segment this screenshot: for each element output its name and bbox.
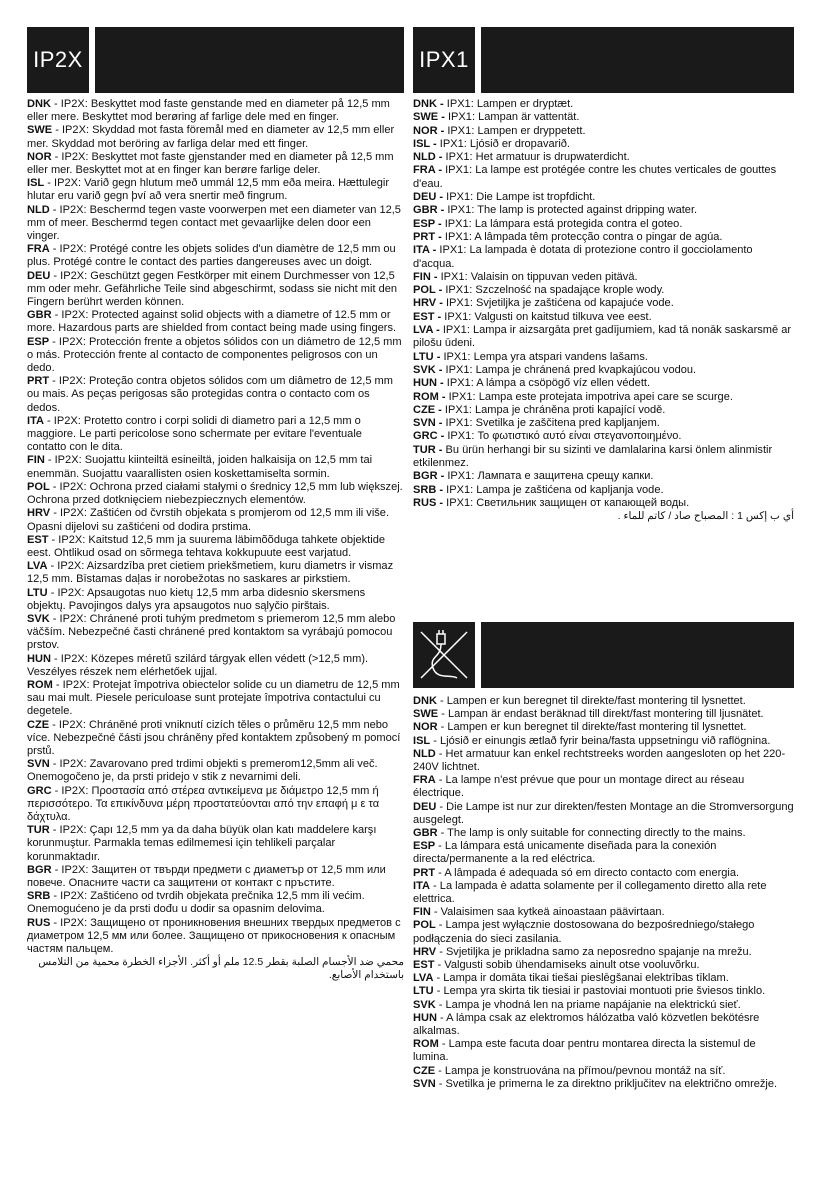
language-code: POL [413, 919, 436, 932]
entry-text: IPX1: Το φωτιστικό αυτό είναι στεγανοποιημένο. [444, 430, 682, 443]
language-code: ROM [27, 678, 53, 691]
language-entry [413, 1078, 794, 1091]
language-code: GBR [413, 827, 438, 840]
entry-text: - IP2X: Protected against solid objects with a diametre of 12.5 mm or more. Hazardous parts are shielded from contact being made using fingers. [27, 309, 397, 335]
entry-text: - A lámpa csak az elektromos hálózatba való közvetlen bekötésre alkalmas. [413, 1011, 760, 1038]
ipx1-header [413, 27, 794, 93]
entry-text: - Valgusti sobib ühendamiseks ainult otse vooluvõrku. [434, 959, 700, 972]
entry-text: IPX1: Lampen er dryptæt. [443, 98, 574, 110]
language-entry [27, 864, 404, 890]
language-entry [27, 204, 404, 244]
entry-text: - IP2X: Zaštićen od čvrstih objekata s promjerom od 12,5 mm ili više. Opasni dijelovi su zaštićeni od dodira prstima. [27, 507, 390, 533]
language-entry [27, 454, 404, 480]
language-entry [413, 391, 794, 404]
entry-text: - La lámpara está unicamente diseñada para la conexión directa/permanente a la red eléctrica. [413, 840, 717, 866]
language-entry [27, 560, 404, 586]
language-code: HUN - [413, 377, 444, 390]
entry-text: IPX1: La lampe est protégée contre les chutes verticales de gouttes d'eau. [413, 164, 777, 190]
entry-text: - IP2X: Beskyttet mot faste gjenstander med en diameter på 12,5 mm eller mer. Beskyttet mot at en finger kan berøre farlige deler. [27, 150, 394, 177]
entry-text: IPX1: Svetilka je zaščitena pred kapljanjem. [442, 417, 660, 430]
header-bar [481, 27, 794, 93]
language-entry [27, 534, 404, 560]
entry-text: - IP2X: Kaitstud 12,5 mm ja suurema läbimõõduga tahkete objektide eest. Ohtlikud osad on sõrmega tehtava kokkupuute eest varjatud. [27, 533, 385, 559]
language-code: ISL [413, 734, 431, 747]
entry-text: - Lampen er kun beregnet til direkte/fast montering til lysnettet. [437, 721, 747, 734]
entry-text: IPX1: Valaisin on tippuvan veden pitävä. [437, 270, 638, 283]
language-code: LVA - [413, 324, 440, 337]
language-entry [413, 98, 794, 111]
entry-text: - IP2X: Beskyttet mod faste genstande med en diameter på 12,5 mm eller mere. Beskyttet mod berøring af farlige dele med en finger. [27, 98, 390, 124]
language-code: SRB - [413, 483, 444, 496]
entry-text: - IP2X: Geschützt gegen Festkörper mit einem Durchmesser von 12,5 mm oder mehr. Gefährliche Teile sind abgeschirmt, sodass sie nicht mit den Fingern berührt werden können. [27, 269, 398, 309]
ipx1-arabic: أي ب إكس 1 : المصباح صاد / كاتم للماء . [617, 510, 794, 523]
language-entry [413, 151, 794, 164]
language-entry [413, 164, 794, 191]
language-code: ROM - [413, 390, 446, 403]
language-entry [27, 679, 404, 719]
language-code: ESP [413, 840, 436, 853]
language-code: DEU [413, 800, 437, 813]
entry-text: IPX1: Het armatuur is drupwaterdicht. [442, 151, 630, 164]
language-code: PRT [27, 375, 50, 388]
language-code: SVK [413, 998, 436, 1011]
language-entry [413, 946, 794, 959]
language-entry [27, 336, 404, 376]
language-code: HUN [27, 652, 51, 665]
language-entry [413, 959, 794, 972]
language-entry [413, 324, 794, 351]
entry-text: - IP2X: Ochrona przed ciałami stałymi o średnicy 12,5 mm lub większej. Ochrona przed dotknięciem niebezpiecznych elementów. [27, 480, 403, 507]
language-code: SVK - [413, 363, 443, 376]
entry-text: - IP2X: Suojattu kiinteiltä esineiltä, joiden halkaisija on 12,5 mm tai enemmän. Suojattu vaarallisten osien koskettamiselta sormin. [27, 454, 373, 480]
language-entry [27, 613, 404, 653]
language-code: DNK [413, 695, 437, 707]
language-code: GRC [27, 784, 52, 797]
language-entry [27, 375, 404, 415]
language-entry [413, 125, 794, 138]
language-code: BGR [27, 863, 52, 876]
entry-text: - IP2X: Zavarovano pred trdimi objekti s premerom12,5mm ali več. Onemogočeno je, da prsti pridejo v stik z nevarnimi deli. [27, 758, 378, 784]
language-entry [413, 377, 794, 390]
language-code: NLD [27, 203, 50, 216]
language-code: FIN [413, 906, 431, 919]
entry-text: - Svjetiljka je prikladna samo za neposredno spajanje na mrežu. [436, 945, 752, 958]
entry-text: - IP2X: Protégé contre les objets solides d'un diamètre de 12,5 mm ou plus. Protégé contre le contact des parties dangereuses avec un doigt. [27, 243, 396, 269]
language-code: FIN [27, 454, 45, 467]
language-code: LVA [413, 972, 434, 985]
language-code: SWE [27, 124, 53, 137]
language-entry [413, 351, 794, 364]
entry-text: - A lâmpada é adequada só em directo contacto com energia. [435, 866, 740, 879]
entry-text: - Lampa ir domāta tikai tiešai pieslēgšanai elektrības tīklam. [433, 972, 729, 985]
entry-text: - Die Lampe ist nur zur direkten/festen Montage an die Stromversorgung ausgelegt. [413, 800, 794, 826]
entry-text: - Svetilka je primerna le za direktno priključitev na električno omrežje. [435, 1077, 778, 1090]
ipx1-entries [413, 98, 794, 510]
entry-text: - IP2X: Beschermd tegen vaste voorwerpen met een diameter van 12,5 mm of meer. Beschermd tegen contact met gevaarlijke delen door een vinger. [27, 203, 401, 243]
no-plug-icon-box [413, 622, 475, 688]
language-code: ITA - [413, 244, 437, 257]
entry-text: IPX1: Светильник защищен от капающей воды. [443, 496, 690, 509]
language-code: SWE [413, 708, 439, 721]
language-entry [413, 404, 794, 417]
entry-text: - Lampa jest wyłącznie dostosowana do bezpośredniego/stałego podłączenia do sieci zasilania. [413, 919, 755, 945]
language-code: HRV [413, 945, 437, 958]
language-code: LTU [27, 586, 48, 599]
language-entry [413, 919, 794, 945]
entry-text: - Lampen er kun beregnet til direkte/fast montering til lysnettet. [436, 695, 746, 707]
language-code: LTU - [413, 350, 441, 363]
entry-text: - IP2X: Protetto contro i corpi solidi di diametro pari a 12,5 mm o maggiore. Le parti pericolose sono schermate per evitare l'eventuale contatto con le dita. [27, 414, 362, 454]
entry-text: - The lamp is only suitable for connecting directly to the mains. [437, 827, 746, 840]
language-entry [413, 111, 794, 124]
entry-text: - IP2X: Aizsardzība pret cietiem priekšmetiem, kuru diametrs ir vismaz 12,5 mm. Bīstamas daļas ir norobežotas no saskares ar pirkstiem. [27, 560, 394, 586]
language-code: ESP [27, 335, 50, 348]
language-entry [27, 719, 404, 759]
language-entry [413, 297, 794, 310]
entry-text: IPX1: Ljósið er dropavarið. [436, 137, 570, 150]
entry-text: Bu ürün herhangi bir su sizinti ve damlalarina karsi önlem alinmistir etkilenmez. [413, 443, 773, 470]
language-entry [27, 481, 404, 507]
entry-text: IPX1: Die Lampe ist tropfdicht. [443, 191, 596, 204]
language-entry [413, 867, 794, 880]
entry-text: - La lampada è adatta solamente per il collegamento diretto alla rete elettrica. [413, 879, 767, 906]
entry-text: IPX1: A lámpa a csöpögő víz ellen védett. [443, 377, 651, 390]
language-entry [27, 653, 404, 679]
entry-text: - IP2X: Protección frente a objetos sólidos con un diámetro de 12,5 mm o más. Protección frente al contacto de componentes peligrosos con un dedo. [27, 335, 402, 375]
language-entry [413, 497, 794, 510]
entry-text: - IP2X: Protejat împotriva obiectelor solide cu un diametru de 12,5 mm sau mai mult. Piesele periculoase sunt protejate împotriva contactului cu degetele. [27, 678, 400, 718]
language-code: LVA [27, 560, 48, 573]
language-entry [413, 191, 794, 204]
entry-text: IPX1: Lampan är vattentät. [444, 111, 580, 124]
language-entry [413, 470, 794, 483]
entry-text: IPX1: Lampa este protejata impotriva apei care se scurge. [445, 390, 733, 403]
language-code: ITA [413, 879, 430, 892]
language-entry [413, 138, 794, 151]
language-code: NOR [27, 150, 52, 163]
entry-text: - Valaisimen saa kytkeä ainoastaan päävirtaan. [430, 906, 665, 919]
ip2x-column [27, 27, 404, 982]
language-entry [413, 840, 794, 866]
entry-text: IPX1: Valgusti on kaitstud tilkuva vee eest. [441, 310, 652, 323]
language-code: DNK [27, 98, 51, 110]
entry-text: IPX1: La lampada è dotata di protezione contro il gocciolamento d'acqua. [413, 244, 753, 270]
entry-text: IPX1: La lámpara está protegida contra el goteo. [441, 217, 683, 230]
language-code: EST [27, 533, 49, 546]
language-code: GBR [27, 309, 52, 322]
no-plug-entries [413, 695, 794, 1091]
language-code: FRA [27, 243, 50, 256]
entry-text: IPX1: Lampen er dryppetett. [444, 124, 586, 137]
entry-text: - IP2X: Chránené proti tuhým predmetom s priemerom 12,5 mm alebo väčším. Nebezpečné časti chránené pred kontaktom sa vyrábajú pomocou prstov. [27, 612, 396, 652]
language-entry [27, 587, 404, 613]
language-entry [413, 735, 794, 748]
language-entry [27, 243, 404, 269]
language-code: EST [413, 959, 435, 972]
language-entry [27, 507, 404, 533]
entry-text: - Lampa je vhodná len na priame napájanie na elektrickú sieť. [435, 998, 741, 1011]
entry-text: - IP2X: Skyddad mot fasta föremål med en diameter av 12,5 mm eller mer. Skyddad mot beröring av farliga delar med ett finger. [27, 124, 395, 150]
language-entry [413, 721, 794, 734]
language-entry [413, 708, 794, 721]
language-code: NOR [413, 721, 438, 734]
language-entry [413, 204, 794, 217]
language-code: HRV - [413, 297, 443, 310]
entry-text: IPX1: Lampa ir aizsargāta pret gadījumiem, kad tā nonāk saskarsmē ar pilošu ūdeni. [413, 324, 792, 350]
language-code: ESP - [413, 217, 442, 230]
language-entry [413, 218, 794, 231]
language-entry [27, 98, 404, 124]
language-code: SVN - [413, 417, 443, 430]
language-code: ISL [27, 177, 45, 190]
language-code: DEU [27, 269, 51, 282]
language-entry [413, 999, 794, 1012]
entry-text: - Lampa je konstruována na přímou/pevnou montáž na síť. [435, 1064, 726, 1077]
entry-text: - IP2X: Προστασία από στέρεα αντικείμενα με διάμετρο 12,5 mm ή περισσότερο. Τα επικίνδυνα μέρη προστατεύονται από την επαφή μ ε τα δάχτυλα. [27, 784, 380, 823]
entry-text: - IP2X: Защитен от твърди предмети с диаметър от 12,5 mm или повече. Опаснитe части са защитени от контакт с пръстите. [27, 863, 386, 889]
language-code: GRC - [413, 430, 445, 443]
entry-text: - Lempa yra skirta tik tiesiai ir pastoviai montuoti prie šviesos tinklo. [433, 985, 766, 998]
language-entry [27, 890, 404, 916]
language-code: SVK [27, 612, 50, 625]
header-bar [481, 622, 794, 688]
entry-text: - Lampa este facuta doar pentru montarea directa la sistemul de lumina. [413, 1038, 756, 1064]
entry-text: - Ljósið er einungis ætlað fyrir beina/fasta uppsetningu við raflögnina. [430, 734, 771, 747]
language-entry [27, 124, 404, 150]
language-code: SWE - [413, 111, 445, 124]
entry-text: - Lampan är endast beräknad till direkt/fast montering till ljusnätet. [438, 708, 764, 721]
language-code: NOR - [413, 124, 445, 137]
entry-text: IPX1: Lempa yra atspari vandens lašams. [440, 350, 648, 363]
language-code: RUS - [413, 496, 444, 509]
language-entry [413, 271, 794, 284]
language-entry [27, 824, 404, 864]
language-code: POL [27, 480, 50, 493]
language-code: FRA [413, 774, 436, 787]
no-plug-icon [417, 628, 471, 682]
language-code: ISL - [413, 137, 437, 150]
language-entry [413, 801, 794, 827]
header-bar [95, 27, 404, 93]
language-entry [413, 774, 794, 800]
entry-text: - IP2X: Varið gegn hlutum með ummál 12,5 mm eða meira. Hættulegir hlutar eru varið gegn því að vera snertir með fingrum. [27, 177, 390, 203]
language-entry [413, 244, 794, 271]
language-entry [413, 906, 794, 919]
entry-text: IPX1: A lâmpada têm protecção contra o pingar de agúa. [441, 230, 723, 243]
language-code: CZE [413, 1064, 436, 1077]
ip2x-header [27, 27, 404, 93]
language-code: NLD - [413, 151, 443, 164]
entry-text: IPX1: Svjetiljka je zaštićena od kapajuće vode. [442, 297, 674, 310]
language-code: ITA [27, 414, 44, 427]
language-entry [413, 985, 794, 998]
language-entry [413, 1065, 794, 1078]
entry-text: - IP2X: Защищено от проникновения внешних твердых предметов с диаметром 12,5 мм или более. Защищено от прикосновения к опасным частям пальцем. [27, 916, 401, 955]
ipx1-tag: IPX1 [413, 27, 475, 93]
language-entry [27, 785, 404, 825]
entry-text: - Het armatuur kan enkel rechtstreeks worden aangesloten op het 220-240V lichtnet. [413, 747, 786, 774]
language-code: SVN [413, 1077, 436, 1090]
language-code: LTU [413, 985, 434, 998]
entry-text: - IP2X: Apsaugotas nuo kietų 12,5 mm arba didesnio skersmens objektų. Pavojingos dalys yra apsaugotos nuo sąlyčio pirštais. [27, 586, 366, 612]
entry-text: IPX1: Lampa je chránená pred kvapkajúcou vodou. [442, 363, 697, 376]
language-entry [413, 284, 794, 297]
language-entry [413, 417, 794, 430]
entry-text: - IP2X: Közepes méretű szilárd tárgyak ellen védett (>12,5 mm). Veszélyes részek nem elérhetőek ujjal. [27, 652, 369, 678]
language-entry [413, 430, 794, 443]
ip2x-entries [27, 98, 404, 956]
language-code: DEU - [413, 191, 444, 204]
language-code: SRB [27, 890, 51, 903]
no-plug-header [413, 622, 794, 688]
language-entry [413, 972, 794, 985]
entry-text: - IP2X: Chráněné proti vniknutí cizích těles o průměru 12,5 mm nebo více. Nebezpečné části jsou chráněny před kontaktem způsobený m pomocí prstů. [27, 718, 401, 757]
language-entry [27, 309, 404, 335]
language-entry [413, 484, 794, 497]
language-entry [413, 1012, 794, 1038]
language-code: SVN [27, 758, 50, 771]
ipx1-column [413, 27, 794, 1090]
language-entry [413, 827, 794, 840]
language-code: EST - [413, 310, 442, 323]
language-code: DNK - [413, 98, 444, 110]
language-code: POL - [413, 284, 443, 297]
entry-text: - IP2X: Zaštićeno od tvrdih objekata prečnika 12,5 mm ili većim. Onemogućeno je da prsti dođu u dodir sa opasnim delovima. [27, 890, 365, 916]
entry-text: IPX1: Szczelność na spadające krople wody. [442, 284, 665, 297]
ip2x-tag: IP2X [27, 27, 89, 93]
language-code: FRA - [413, 164, 443, 177]
language-entry [413, 748, 794, 774]
language-code: PRT - [413, 230, 442, 243]
entry-text: IPX1: Lampa je chráněna proti kapající vodě. [441, 403, 666, 416]
language-entry [27, 270, 404, 310]
language-code: ROM [413, 1038, 439, 1051]
language-entry [27, 151, 404, 177]
entry-text: - IP2X: Proteção contra objetos sólidos com um diâmetro de 12,5 mm ou mais. As peças perigosas são protegidas contra o contacto com os dedos. [27, 375, 393, 414]
language-code: GBR - [413, 204, 445, 217]
language-code: CZE - [413, 403, 442, 416]
language-entry [27, 415, 404, 455]
entry-text: IPX1: The lamp is protected against dripping water. [444, 204, 698, 217]
entry-text: - IP2X: Çapı 12,5 mm ya da daha büyük olan katı maddelere karşı korunmuştur. Parmakla temas edilmemesi için tehlikeli parçalar korunmaktadır. [27, 824, 377, 863]
language-code: NLD [413, 747, 436, 760]
language-entry [413, 231, 794, 244]
language-code: HRV [27, 507, 51, 520]
language-entry [413, 1038, 794, 1064]
ip2x-arabic: محمي ضد الأجسام الصلبة بقطر 12.5 ملم أو أكثر. الأجزاء الخطرة محمية من التلامس باستخدام الأصابع. [38, 956, 404, 981]
language-code: TUR - [413, 443, 443, 456]
language-code: BGR - [413, 470, 445, 483]
language-entry [27, 917, 404, 957]
language-entry [413, 880, 794, 906]
language-code: CZE [27, 718, 50, 731]
language-code: PRT [413, 866, 436, 879]
language-entry [413, 695, 794, 708]
entry-text: IPX1: Lampa je zaštićena od kapljanja vode. [443, 483, 664, 496]
language-entry [27, 758, 404, 784]
entry-text: IPX1: Лампата е защитена срещу капки. [444, 470, 654, 483]
language-code: TUR [27, 824, 50, 837]
language-entry [27, 177, 404, 203]
language-entry [413, 444, 794, 471]
entry-text: - La lampe n'est prévue que pour un montage direct au réseau électrique. [413, 774, 745, 800]
language-code: HUN [413, 1011, 437, 1024]
language-entry [413, 311, 794, 324]
language-code: FIN - [413, 270, 438, 283]
language-code: RUS [27, 916, 51, 929]
language-entry [413, 364, 794, 377]
